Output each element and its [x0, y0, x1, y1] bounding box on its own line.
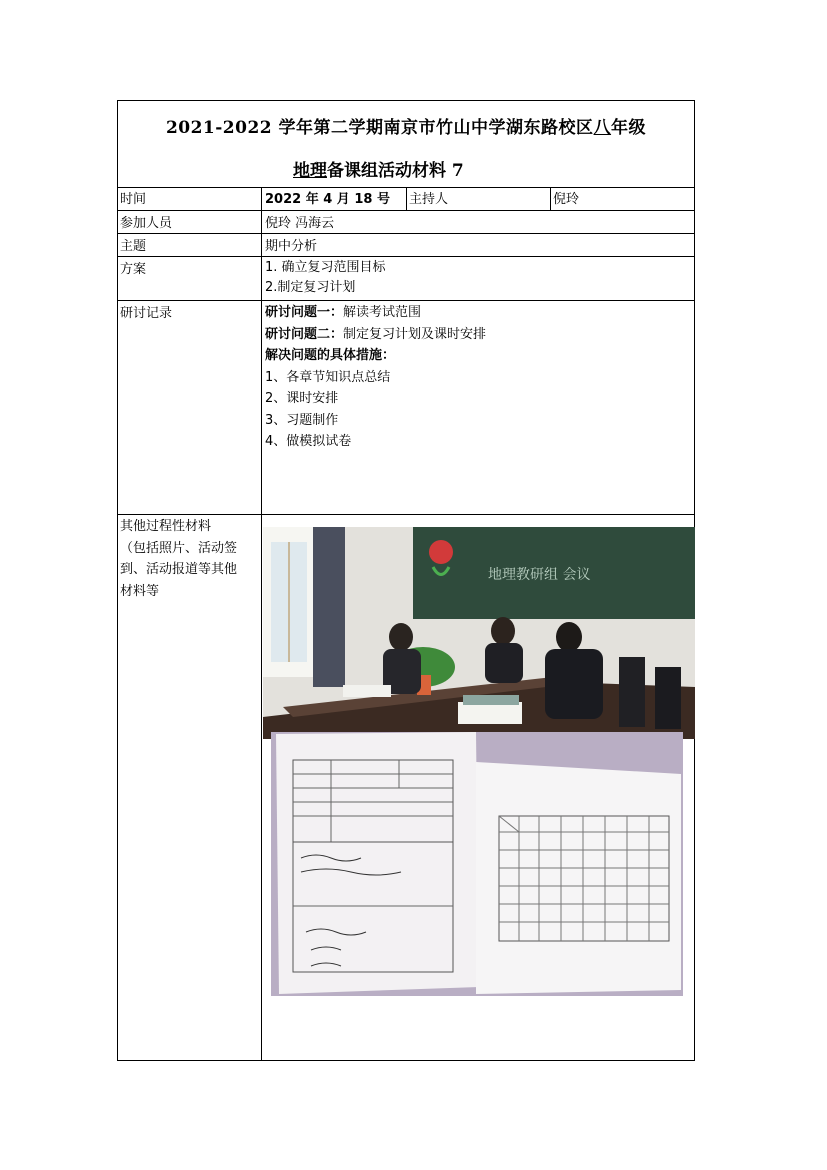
activity-form-table: [117, 100, 695, 1061]
title-grade-suffix: 年级: [611, 118, 647, 138]
plan-item: 2.制定复习计划: [265, 280, 356, 295]
value-topic: 期中分析: [265, 239, 318, 254]
row-plan: [118, 257, 694, 301]
value-record: [263, 301, 694, 514]
value-plan: [263, 257, 694, 300]
title-line-1: [118, 113, 694, 138]
label-participants: 参加人员: [118, 211, 262, 233]
label-other: [118, 515, 262, 1060]
label-record: 研讨记录: [118, 301, 262, 514]
measure-item: 2、课时安排: [265, 391, 339, 406]
other-label-line: 其他过程性材料: [120, 519, 212, 534]
row-record: [118, 301, 694, 515]
record-q2: [265, 324, 692, 346]
meeting-photo: [263, 527, 695, 739]
row-participants: [118, 211, 694, 234]
measure-item: 3、习题制作: [265, 412, 339, 428]
meeting-photo-svg: [263, 527, 695, 739]
title-grade: 八: [593, 118, 612, 138]
record-q1: [265, 302, 692, 324]
q2-text: 制定复习计划及课时安排: [343, 326, 487, 342]
title-subject: 地理: [293, 161, 327, 181]
q1-text: 解读考试范围: [343, 305, 422, 320]
measure-item: 1、各章节知识点总结: [265, 369, 391, 385]
value-participants: 倪玲 冯海云: [265, 216, 335, 231]
blackboard-text: 地理教研组 会议: [488, 567, 591, 583]
other-label-line: 材料等: [120, 583, 160, 599]
q1-label: 研讨问题一：: [265, 305, 344, 320]
label-time: 时间: [118, 187, 262, 210]
value-host: 倪玲: [550, 187, 694, 210]
title-school: 2021-2022 学年第二学期南京市竹山中学湖东路校区: [165, 118, 594, 138]
other-label-line: 到、活动报道等其他: [120, 562, 238, 577]
signin-forms-photo: [271, 732, 683, 996]
value-time: 2022 年 4 月 18 号: [265, 192, 390, 207]
signin-forms-svg: [271, 732, 683, 996]
row-time: [118, 187, 694, 211]
label-plan: 方案: [118, 257, 262, 300]
row-topic: [118, 234, 694, 257]
label-topic: 主题: [118, 234, 262, 256]
other-label-line: （包括照片、活动签: [120, 540, 238, 556]
form-title: [118, 101, 694, 188]
title-rest: 备课组活动材料 7: [327, 161, 464, 181]
q2-label: 研讨问题二：: [265, 326, 344, 342]
title-line-2: [293, 156, 464, 181]
measures-heading: 解决问题的具体措施：: [265, 348, 396, 363]
label-host: 主持人: [406, 187, 550, 210]
plan-item: 1. 确立复习范围目标: [265, 260, 386, 275]
measure-item: 4、做模拟试卷: [265, 434, 352, 449]
